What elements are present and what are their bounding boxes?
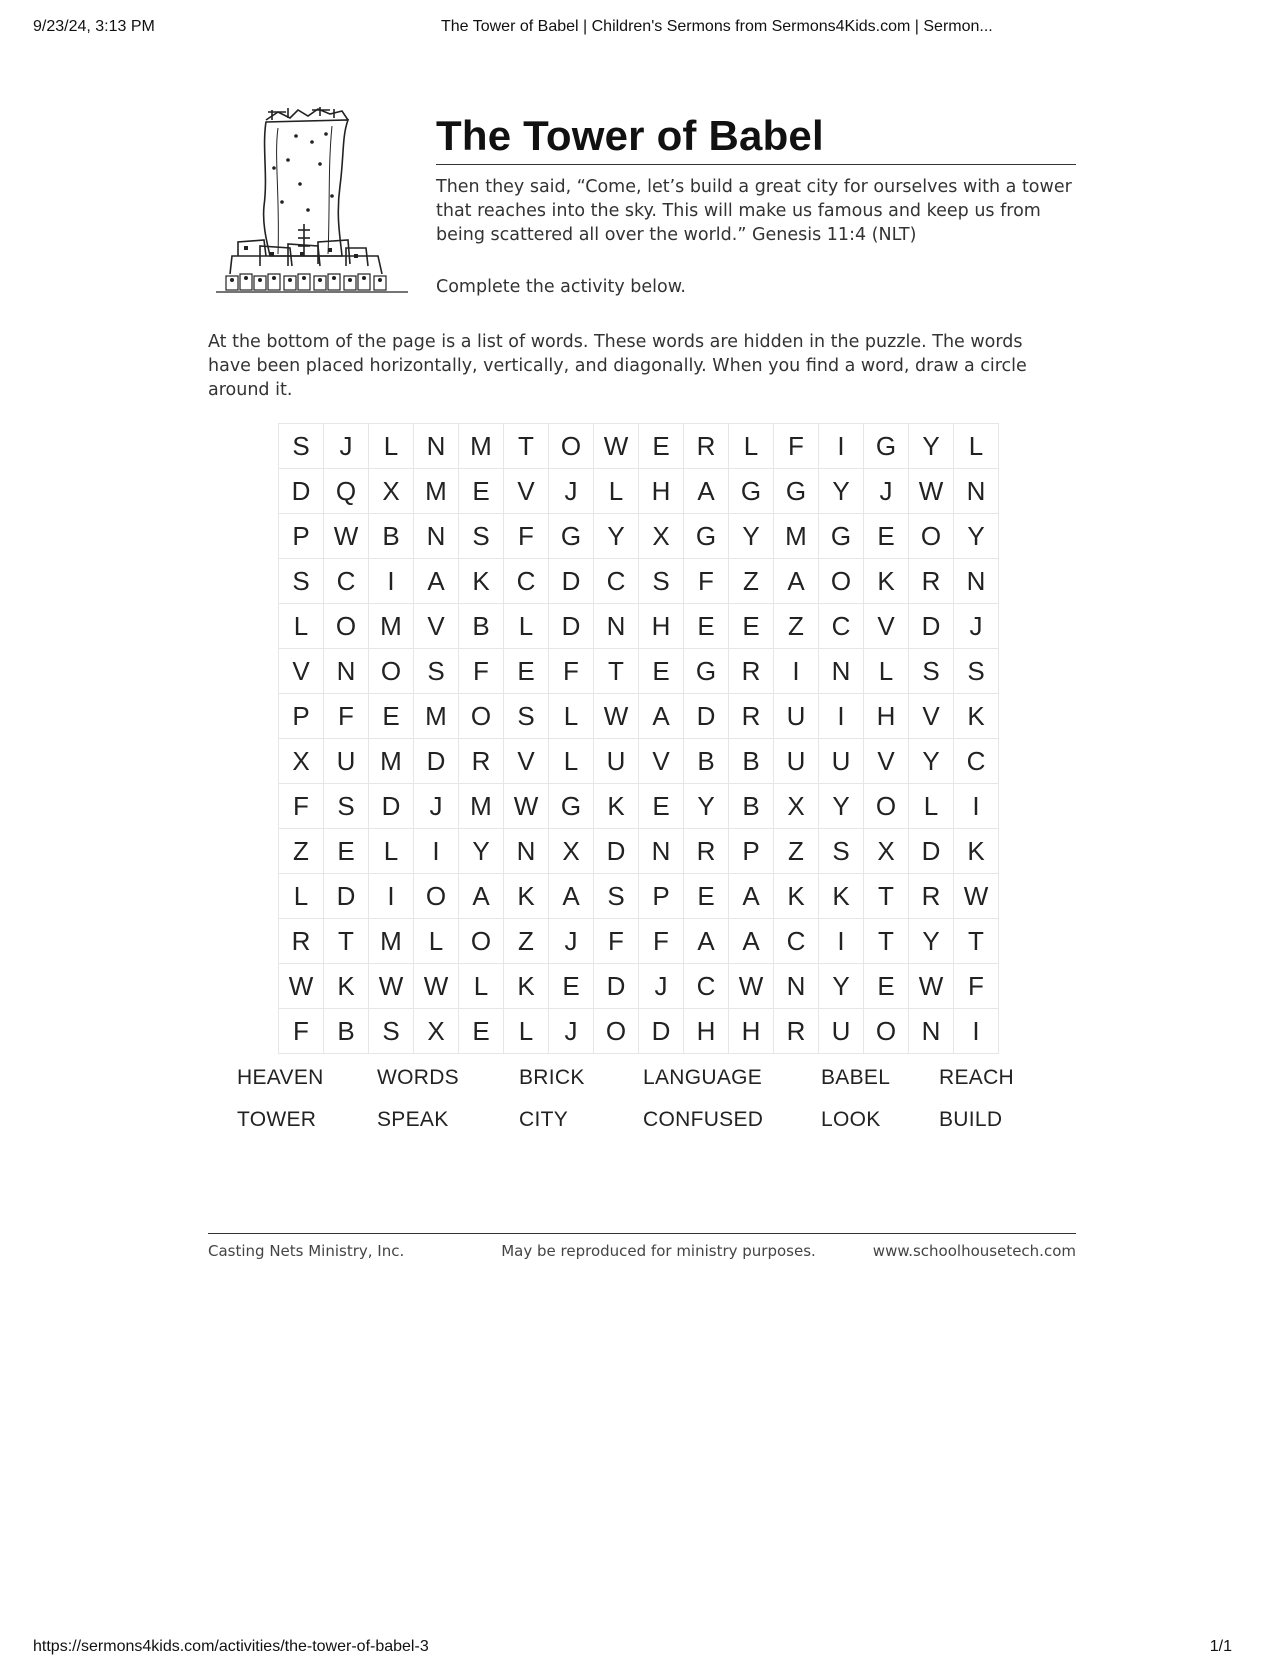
puzzle-letter-cell: E — [729, 604, 774, 649]
puzzle-letter-cell: D — [324, 874, 369, 919]
puzzle-letter-cell: F — [279, 784, 324, 829]
puzzle-letter-cell: S — [369, 1009, 414, 1054]
puzzle-letter-cell: G — [684, 514, 729, 559]
puzzle-letter-cell: Y — [594, 514, 639, 559]
puzzle-letter-cell: S — [279, 559, 324, 604]
puzzle-letter-cell: S — [459, 514, 504, 559]
puzzle-letter-cell: R — [684, 424, 729, 469]
puzzle-letter-cell: N — [774, 964, 819, 1009]
scripture-verse: Then they said, “Come, let’s build a great city for ourselves with a tower that reaches into the sky. This will make us famous and keep us from being scattered all over the world.” Genesis 11:4 (NLT) — [436, 177, 1072, 245]
word-list-item: BABEL — [821, 1066, 891, 1089]
puzzle-letter-cell: Z — [729, 559, 774, 604]
puzzle-letter-cell: D — [684, 694, 729, 739]
puzzle-letter-cell: W — [369, 964, 414, 1009]
puzzle-letter-cell: K — [954, 694, 999, 739]
puzzle-letter-cell: V — [639, 739, 684, 784]
puzzle-letter-cell: L — [369, 424, 414, 469]
page-title: The Tower of Babel — [436, 110, 1076, 165]
puzzle-letter-cell: M — [774, 514, 819, 559]
puzzle-letter-cell: F — [459, 649, 504, 694]
puzzle-letter-cell: D — [909, 604, 954, 649]
puzzle-letter-cell: E — [684, 604, 729, 649]
puzzle-letter-cell: E — [459, 469, 504, 514]
puzzle-letter-cell: F — [504, 514, 549, 559]
puzzle-letter-cell: M — [459, 784, 504, 829]
word-list-item: CONFUSED — [643, 1108, 764, 1131]
puzzle-letter-cell: W — [729, 964, 774, 1009]
puzzle-letter-cell: F — [954, 964, 999, 1009]
puzzle-letter-cell: N — [414, 424, 459, 469]
word-list-item: REACH — [939, 1066, 1015, 1089]
puzzle-letter-cell: F — [639, 919, 684, 964]
puzzle-letter-cell: V — [504, 739, 549, 784]
puzzle-letter-cell: E — [639, 784, 684, 829]
puzzle-letter-cell: Z — [774, 604, 819, 649]
puzzle-letter-cell: C — [504, 559, 549, 604]
puzzle-letter-cell: E — [864, 964, 909, 1009]
word-list-item: BUILD — [939, 1108, 1003, 1131]
puzzle-letter-cell: A — [639, 694, 684, 739]
puzzle-letter-cell: D — [369, 784, 414, 829]
puzzle-letter-cell: R — [729, 649, 774, 694]
puzzle-letter-cell: O — [459, 694, 504, 739]
puzzle-letter-cell: E — [549, 964, 594, 1009]
puzzle-letter-cell: D — [549, 559, 594, 604]
puzzle-letter-cell: K — [954, 829, 999, 874]
puzzle-letter-cell: B — [729, 784, 774, 829]
puzzle-letter-cell: U — [819, 739, 864, 784]
puzzle-letter-cell: P — [279, 514, 324, 559]
puzzle-letter-cell: W — [909, 964, 954, 1009]
word-list-item: SPEAK — [377, 1108, 449, 1131]
puzzle-letter-cell: U — [819, 1009, 864, 1054]
puzzle-letter-cell: S — [414, 649, 459, 694]
puzzle-letter-cell: S — [594, 874, 639, 919]
puzzle-letter-cell: O — [324, 604, 369, 649]
tower-icon — [208, 106, 424, 312]
puzzle-letter-cell: W — [594, 424, 639, 469]
puzzle-letter-cell: R — [729, 694, 774, 739]
puzzle-letter-cell: I — [819, 424, 864, 469]
puzzle-letter-cell: Y — [684, 784, 729, 829]
puzzle-letter-cell: Y — [459, 829, 504, 874]
puzzle-letter-cell: N — [504, 829, 549, 874]
puzzle-letter-cell: K — [459, 559, 504, 604]
puzzle-letter-cell: B — [369, 514, 414, 559]
puzzle-letter-cell: Y — [909, 424, 954, 469]
puzzle-letter-cell: D — [639, 1009, 684, 1054]
puzzle-letter-cell: E — [639, 649, 684, 694]
puzzle-letter-cell: J — [864, 469, 909, 514]
puzzle-letter-cell: O — [414, 874, 459, 919]
puzzle-letter-cell: N — [414, 514, 459, 559]
puzzle-letter-cell: J — [549, 469, 594, 514]
activity-prompt: Complete the activity below. — [436, 277, 686, 297]
word-list — [237, 1066, 1037, 1150]
puzzle-letter-cell: F — [594, 919, 639, 964]
puzzle-letter-cell: I — [369, 559, 414, 604]
puzzle-letter-cell: R — [909, 874, 954, 919]
puzzle-letter-cell: E — [684, 874, 729, 919]
word-list-item: BRICK — [519, 1066, 585, 1089]
puzzle-letter-cell: S — [639, 559, 684, 604]
puzzle-letter-cell: N — [639, 829, 684, 874]
puzzle-letter-cell: Y — [909, 919, 954, 964]
puzzle-letter-cell: J — [639, 964, 684, 1009]
tower-of-babel-illustration — [208, 106, 424, 312]
puzzle-letter-cell: O — [909, 514, 954, 559]
puzzle-letter-cell: X — [414, 1009, 459, 1054]
puzzle-letter-cell: I — [819, 694, 864, 739]
puzzle-letter-cell: Y — [909, 739, 954, 784]
puzzle-letter-cell: Y — [819, 469, 864, 514]
puzzle-letter-cell: M — [369, 919, 414, 964]
puzzle-letter-cell: U — [774, 694, 819, 739]
puzzle-letter-cell: S — [909, 649, 954, 694]
puzzle-letter-cell: A — [684, 919, 729, 964]
page-footer — [208, 1242, 1076, 1260]
puzzle-letter-cell: C — [594, 559, 639, 604]
puzzle-letter-cell: O — [819, 559, 864, 604]
word-search-grid — [278, 423, 999, 1054]
puzzle-letter-cell: U — [774, 739, 819, 784]
puzzle-letter-cell: G — [864, 424, 909, 469]
puzzle-letter-cell: F — [774, 424, 819, 469]
puzzle-letter-cell: C — [684, 964, 729, 1009]
puzzle-letter-cell: S — [324, 784, 369, 829]
puzzle-letter-cell: O — [549, 424, 594, 469]
puzzle-letter-cell: L — [279, 874, 324, 919]
puzzle-letter-cell: V — [864, 739, 909, 784]
puzzle-letter-cell: K — [324, 964, 369, 1009]
puzzle-letter-cell: G — [549, 514, 594, 559]
puzzle-letter-cell: C — [324, 559, 369, 604]
puzzle-letter-cell: T — [954, 919, 999, 964]
puzzle-letter-cell: O — [369, 649, 414, 694]
puzzle-letter-cell: V — [504, 469, 549, 514]
word-list-item: HEAVEN — [237, 1066, 324, 1089]
puzzle-letter-cell: N — [324, 649, 369, 694]
puzzle-letter-cell: H — [639, 604, 684, 649]
puzzle-letter-cell: Q — [324, 469, 369, 514]
print-document-title: The Tower of Babel | Children's Sermons from Sermons4Kids.com | Sermon... — [441, 18, 993, 35]
puzzle-letter-cell: A — [549, 874, 594, 919]
puzzle-letter-cell: R — [774, 1009, 819, 1054]
print-footer — [33, 1638, 1232, 1656]
puzzle-letter-cell: W — [954, 874, 999, 919]
puzzle-letter-cell: L — [369, 829, 414, 874]
puzzle-letter-cell: K — [774, 874, 819, 919]
puzzle-letter-cell: M — [414, 469, 459, 514]
puzzle-letter-cell: A — [729, 874, 774, 919]
puzzle-letter-cell: N — [909, 1009, 954, 1054]
puzzle-letter-cell: B — [729, 739, 774, 784]
puzzle-letter-cell: M — [459, 424, 504, 469]
puzzle-letter-cell: E — [639, 424, 684, 469]
puzzle-letter-cell: Y — [819, 964, 864, 1009]
puzzle-letter-cell: I — [819, 919, 864, 964]
puzzle-letter-cell: U — [594, 739, 639, 784]
puzzle-letter-cell: R — [279, 919, 324, 964]
puzzle-letter-cell: Y — [729, 514, 774, 559]
puzzle-letter-cell: L — [414, 919, 459, 964]
puzzle-letter-cell: X — [549, 829, 594, 874]
puzzle-letter-cell: A — [774, 559, 819, 604]
puzzle-letter-cell: L — [549, 739, 594, 784]
puzzle-letter-cell: B — [459, 604, 504, 649]
puzzle-letter-cell: F — [549, 649, 594, 694]
puzzle-letter-cell: E — [459, 1009, 504, 1054]
puzzle-letter-cell: G — [729, 469, 774, 514]
puzzle-letter-cell: I — [954, 1009, 999, 1054]
puzzle-letter-cell: R — [684, 829, 729, 874]
puzzle-letter-cell: G — [819, 514, 864, 559]
puzzle-letter-cell: O — [864, 1009, 909, 1054]
puzzle-letter-cell: C — [774, 919, 819, 964]
puzzle-letter-cell: A — [684, 469, 729, 514]
print-header — [33, 18, 1232, 36]
puzzle-letter-cell: O — [459, 919, 504, 964]
puzzle-letter-cell: Z — [774, 829, 819, 874]
word-list-item: CITY — [519, 1108, 569, 1131]
puzzle-letter-cell: A — [414, 559, 459, 604]
print-url: https://sermons4kids.com/activities/the-tower-of-babel-3 — [33, 1638, 429, 1655]
puzzle-letter-cell: R — [909, 559, 954, 604]
puzzle-letter-cell: F — [684, 559, 729, 604]
puzzle-letter-cell: K — [864, 559, 909, 604]
puzzle-letter-cell: V — [909, 694, 954, 739]
puzzle-letter-cell: C — [954, 739, 999, 784]
puzzle-letter-cell: L — [594, 469, 639, 514]
puzzle-letter-cell: L — [549, 694, 594, 739]
puzzle-letter-cell: X — [774, 784, 819, 829]
puzzle-letter-cell: E — [864, 514, 909, 559]
puzzle-letter-cell: Z — [504, 919, 549, 964]
footer-divider — [208, 1233, 1076, 1234]
puzzle-letter-cell: W — [504, 784, 549, 829]
print-page-number: 1/1 — [1209, 1638, 1232, 1655]
word-list-item: WORDS — [377, 1066, 459, 1089]
footer-website: www.schoolhousetech.com — [872, 1242, 1076, 1260]
puzzle-letter-cell: S — [954, 649, 999, 694]
puzzle-letter-cell: D — [549, 604, 594, 649]
puzzle-letter-cell: H — [639, 469, 684, 514]
puzzle-letter-cell: L — [459, 964, 504, 1009]
puzzle-letter-cell: A — [459, 874, 504, 919]
puzzle-letter-cell: T — [324, 919, 369, 964]
puzzle-letter-cell: P — [729, 829, 774, 874]
puzzle-letter-cell: D — [414, 739, 459, 784]
puzzle-letter-cell: V — [864, 604, 909, 649]
puzzle-letter-cell: W — [324, 514, 369, 559]
word-list-item: LOOK — [821, 1108, 881, 1131]
puzzle-letter-cell: K — [594, 784, 639, 829]
puzzle-letter-cell: V — [279, 649, 324, 694]
puzzle-letter-cell: H — [864, 694, 909, 739]
puzzle-letter-cell: M — [414, 694, 459, 739]
puzzle-letter-cell: I — [954, 784, 999, 829]
puzzle-letter-cell: D — [279, 469, 324, 514]
puzzle-letter-cell: R — [459, 739, 504, 784]
puzzle-letter-cell: H — [684, 1009, 729, 1054]
puzzle-letter-cell: I — [414, 829, 459, 874]
print-datetime: 9/23/24, 3:13 PM — [33, 18, 155, 35]
puzzle-letter-cell: L — [279, 604, 324, 649]
puzzle-letter-cell: N — [954, 469, 999, 514]
puzzle-letter-cell: N — [819, 649, 864, 694]
puzzle-letter-cell: Y — [954, 514, 999, 559]
puzzle-letter-cell: T — [594, 649, 639, 694]
puzzle-letter-cell: N — [594, 604, 639, 649]
puzzle-letter-cell: I — [369, 874, 414, 919]
puzzle-letter-cell: N — [954, 559, 999, 604]
puzzle-letter-cell: D — [594, 964, 639, 1009]
puzzle-letter-cell: L — [729, 424, 774, 469]
word-list-item: TOWER — [237, 1108, 317, 1131]
puzzle-letter-cell: I — [774, 649, 819, 694]
puzzle-letter-cell: H — [729, 1009, 774, 1054]
puzzle-letter-cell: J — [954, 604, 999, 649]
puzzle-letter-cell: E — [504, 649, 549, 694]
puzzle-letter-cell: J — [549, 919, 594, 964]
puzzle-letter-cell: L — [954, 424, 999, 469]
puzzle-letter-cell: K — [504, 874, 549, 919]
puzzle-letter-cell: S — [279, 424, 324, 469]
puzzle-letter-cell: M — [369, 739, 414, 784]
puzzle-letter-cell: X — [279, 739, 324, 784]
puzzle-letter-cell: L — [504, 1009, 549, 1054]
puzzle-letter-cell: P — [639, 874, 684, 919]
puzzle-letter-cell: S — [819, 829, 864, 874]
puzzle-letter-cell: X — [864, 829, 909, 874]
puzzle-letter-cell: Z — [279, 829, 324, 874]
puzzle-letter-cell: W — [909, 469, 954, 514]
puzzle-letter-cell: F — [324, 694, 369, 739]
puzzle-letter-cell: T — [864, 874, 909, 919]
puzzle-letter-cell: Y — [819, 784, 864, 829]
puzzle-letter-cell: C — [819, 604, 864, 649]
footer-ministry: Casting Nets Ministry, Inc. — [208, 1242, 405, 1260]
puzzle-letter-cell: E — [324, 829, 369, 874]
puzzle-letter-cell: L — [909, 784, 954, 829]
puzzle-letter-cell: G — [684, 649, 729, 694]
puzzle-letter-cell: G — [549, 784, 594, 829]
puzzle-letter-cell: X — [639, 514, 684, 559]
title-block — [436, 110, 1076, 297]
puzzle-letter-cell: E — [369, 694, 414, 739]
puzzle-letter-cell: O — [594, 1009, 639, 1054]
puzzle-letter-cell: D — [909, 829, 954, 874]
puzzle-letter-cell: D — [594, 829, 639, 874]
puzzle-letter-cell: U — [324, 739, 369, 784]
puzzle-letter-cell: L — [864, 649, 909, 694]
puzzle-letter-cell: M — [369, 604, 414, 649]
puzzle-letter-cell: O — [864, 784, 909, 829]
puzzle-letter-cell: G — [774, 469, 819, 514]
puzzle-letter-cell: A — [729, 919, 774, 964]
puzzle-letter-cell: W — [594, 694, 639, 739]
puzzle-letter-cell: J — [414, 784, 459, 829]
puzzle-letter-cell: S — [504, 694, 549, 739]
puzzle-letter-cell: J — [324, 424, 369, 469]
puzzle-letter-cell: V — [414, 604, 459, 649]
footer-reproduction-note: May be reproduced for ministry purposes. — [501, 1242, 816, 1260]
puzzle-letter-cell: W — [414, 964, 459, 1009]
puzzle-letter-cell: T — [864, 919, 909, 964]
puzzle-letter-cell: J — [549, 1009, 594, 1054]
puzzle-letter-cell: L — [504, 604, 549, 649]
puzzle-letter-cell: F — [279, 1009, 324, 1054]
puzzle-letter-cell: P — [279, 694, 324, 739]
puzzle-instructions: At the bottom of the page is a list of words. These words are hidden in the puzzle. The words have been placed horizontally, vertically, and diagonally. When you find a word, draw a circle around it. — [208, 332, 1027, 400]
puzzle-letter-cell: B — [684, 739, 729, 784]
word-list-item: LANGUAGE — [643, 1066, 763, 1089]
puzzle-letter-cell: K — [504, 964, 549, 1009]
puzzle-letter-cell: T — [504, 424, 549, 469]
puzzle-letter-cell: X — [369, 469, 414, 514]
puzzle-letter-cell: W — [279, 964, 324, 1009]
puzzle-letter-cell: B — [324, 1009, 369, 1054]
puzzle-letter-cell: K — [819, 874, 864, 919]
